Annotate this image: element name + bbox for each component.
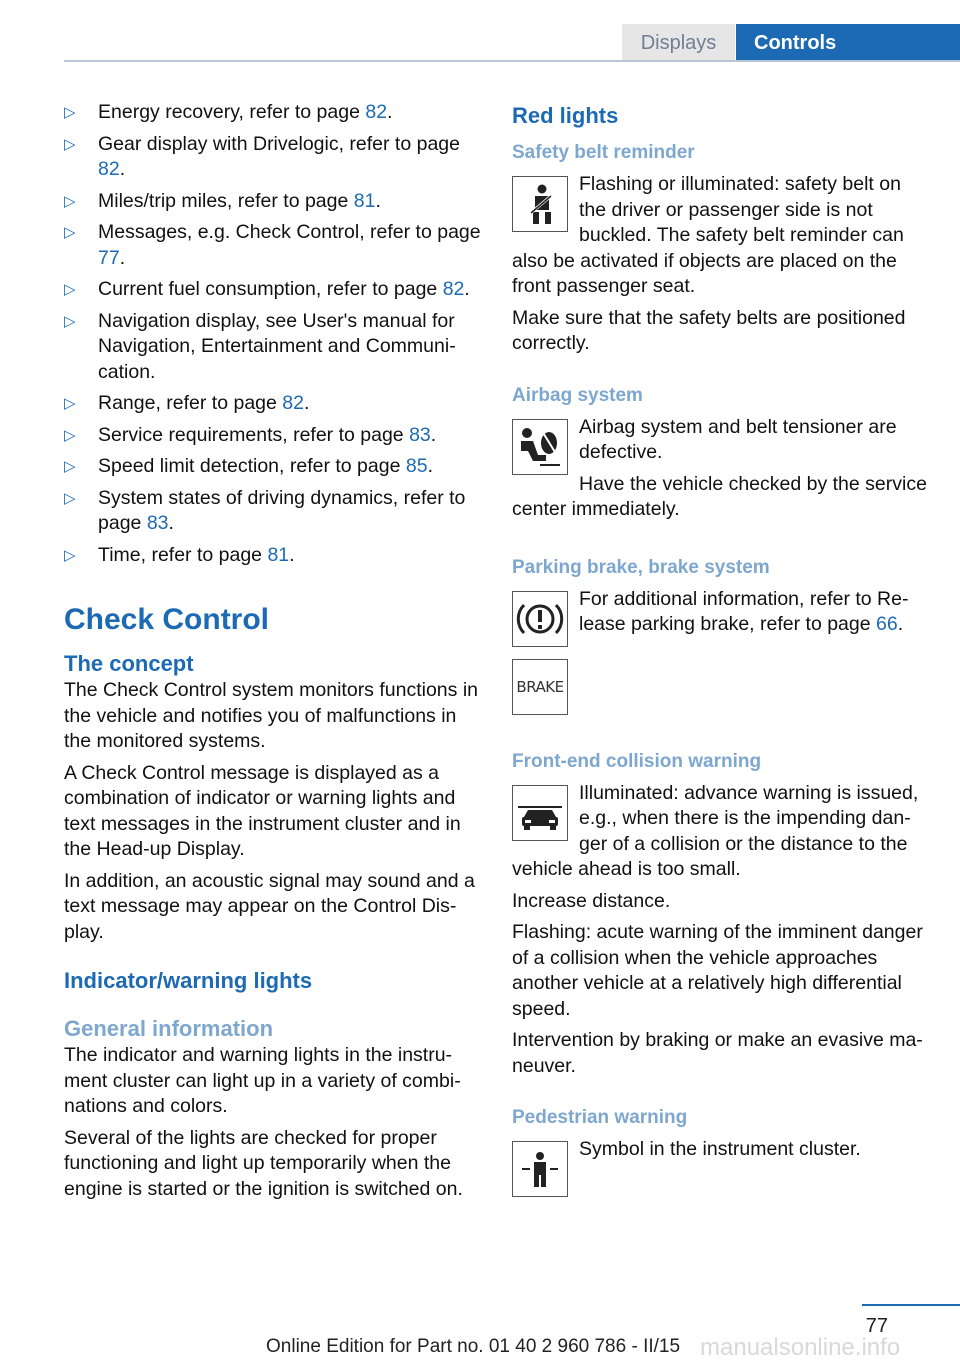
display-item-suffix: .	[119, 158, 126, 180]
page-link[interactable]: 82	[98, 158, 120, 180]
display-item-suffix: .	[427, 455, 433, 477]
bullet-triangle-icon: ▷	[64, 489, 76, 507]
display-item-suffix: .	[430, 423, 437, 446]
display-item	[64, 486, 482, 537]
display-item-text: Miles/trip miles, refer to page	[98, 189, 354, 212]
display-item-text: Range, refer to page	[98, 392, 283, 414]
page-link[interactable]: 82	[365, 101, 388, 123]
parking-brake-suffix: .	[897, 613, 904, 635]
watermark: manualsonline.info	[700, 1334, 901, 1361]
page-link[interactable]: 77	[98, 246, 120, 269]
page-link-66[interactable]: 66	[876, 613, 898, 635]
display-item	[64, 189, 482, 215]
bullet-triangle-icon: ▷	[64, 192, 76, 210]
safety-belt-paragraph-1: Flashing or illuminated: safety belt on the driver or passenger side is not buckled. The safety belt reminder can also be activated if objects are placed on the front passenger seat.	[512, 173, 904, 297]
bullet-triangle-icon: ▷	[64, 104, 76, 121]
left-column	[64, 100, 482, 1208]
display-item	[64, 391, 482, 417]
parking-brake-paragraph	[512, 587, 932, 638]
concept-paragraph-2: A Check Control message is displayed as a combination of indicator or warning lights and text messages in the instrument cluster and in the Head-up Display.	[64, 761, 461, 860]
airbag-icon	[512, 419, 568, 475]
concept-title: The concept	[64, 651, 194, 676]
concept-paragraph-3: In addition, an acoustic signal may sound and a text message may appear on the Control Display.	[64, 869, 475, 943]
concept-paragraph-1: The Check Control system monitors functions in the vehicle and notifies you of malfunctions in the monitored systems.	[64, 679, 478, 752]
footer-rule	[862, 1304, 960, 1306]
display-item	[64, 220, 482, 271]
display-item-text: Time, refer to page	[98, 543, 268, 566]
indicator-lights-title: Indicator/warning lights	[64, 968, 313, 993]
tab-controls: Controls	[736, 24, 960, 62]
display-item-text: Navigation display, see User's manual for Navigation, Entertainment and Communication.	[98, 309, 456, 383]
display-item-text: Current fuel consumption, refer to page	[98, 278, 443, 300]
display-item	[64, 100, 482, 126]
parking-brake-title: Parking brake, brake system	[512, 556, 770, 578]
pedestrian-icon	[512, 1141, 568, 1197]
display-item-text: Energy recovery, refer to page	[98, 101, 366, 123]
brake-text-icon	[512, 659, 568, 715]
page-link[interactable]: 83	[409, 423, 431, 446]
display-item-text: Gear display with Drivelogic, refer to page	[98, 132, 460, 155]
safety-belt-block	[512, 172, 932, 306]
display-item	[64, 309, 482, 386]
general-paragraph-1: The indicator and warning lights in the instrument cluster can light up in a variety of combinations and colors.	[64, 1044, 461, 1117]
display-item	[64, 277, 482, 303]
tab-displays: Displays	[622, 24, 735, 60]
bullet-triangle-icon: ▷	[64, 224, 76, 241]
display-item-suffix: .	[387, 101, 393, 123]
car-ahead-icon	[512, 785, 568, 841]
collision-warning-title: Front-end collision warning	[512, 750, 762, 772]
collision-paragraph-1: Illuminated: advance warning is issued, e.g., when there is the impending danger of a collision or the distance to the vehicle ahead is too small.	[512, 781, 919, 880]
collision-warning-block	[512, 781, 932, 889]
bullet-triangle-icon: ▷	[64, 135, 76, 153]
safety-belt-title: Safety belt reminder	[512, 142, 695, 163]
bullet-triangle-icon: ▷	[64, 395, 76, 412]
display-item-text: Service requirements, refer to page	[98, 423, 410, 446]
pedestrian-warning-title: Pedestrian warning	[512, 1107, 688, 1128]
header-rule	[64, 60, 960, 62]
check-control-title: Check Control	[64, 603, 270, 636]
display-item	[64, 543, 482, 569]
bullet-triangle-icon: ▷	[64, 281, 76, 298]
airbag-paragraph-1: Airbag system and belt tensioner are defective.	[579, 415, 897, 463]
display-item-text: Speed limit detection, refer to page	[98, 455, 406, 477]
brake-icon-label: BRAKE	[516, 677, 564, 696]
display-item-suffix: .	[289, 543, 295, 566]
collision-paragraph-4: Intervention by braking or make an evasive maneuver.	[512, 1029, 923, 1077]
bullet-triangle-icon: ▷	[64, 312, 76, 330]
display-item-suffix: .	[168, 512, 174, 534]
parking-brake-block	[512, 587, 932, 719]
airbag-title: Airbag system	[512, 384, 643, 406]
safety-belt-paragraph-2: Make sure that the safety belts are positioned correctly.	[512, 306, 906, 354]
collision-paragraph-2: Increase distance.	[512, 889, 671, 912]
edition-footer: Online Edition for Part no. 01 40 2 960 786 - II/15	[266, 1336, 681, 1357]
page-number: 77	[865, 1315, 888, 1337]
page-link[interactable]: 81	[267, 543, 290, 566]
page-link[interactable]: 82	[282, 392, 304, 414]
display-item-text: Messages, e.g. Check Control, refer to page	[98, 221, 481, 243]
display-item-suffix: .	[464, 278, 470, 300]
red-lights-title: Red lights	[512, 103, 619, 128]
display-item	[64, 423, 482, 449]
page-link[interactable]: 81	[353, 189, 376, 212]
bullet-triangle-icon: ▷	[64, 426, 76, 444]
display-item	[64, 454, 482, 480]
general-paragraph-2: Several of the lights are checked for proper functioning and light up temporarily when the engine is started or the ignition is switched on.	[64, 1126, 463, 1200]
bullet-triangle-icon: ▷	[64, 458, 76, 475]
page-link[interactable]: 83	[146, 512, 169, 534]
display-item-text: System states of driving dynamics, refer to page	[98, 486, 466, 534]
pedestrian-paragraph: Symbol in the instrument cluster.	[579, 1138, 861, 1160]
airbag-block	[512, 415, 932, 529]
airbag-paragraph-2: Have the vehicle checked by the service center immediately.	[512, 472, 927, 520]
brake-warning-icon	[512, 591, 568, 647]
bullet-triangle-icon: ▷	[64, 546, 76, 564]
display-item	[64, 132, 482, 183]
display-items-list	[64, 100, 482, 568]
parking-brake-text: For additional information, refer to Release parking brake, refer to page	[579, 587, 909, 635]
pedestrian-warning-block	[512, 1137, 932, 1201]
display-item-suffix: .	[304, 392, 310, 414]
page-link[interactable]: 82	[442, 278, 465, 300]
display-item-suffix: .	[119, 246, 126, 269]
collision-paragraph-3: Flashing: acute warning of the imminent danger of a collision when the vehicle approaches another vehicle at a relatively high differential speed.	[512, 921, 923, 1020]
page-link[interactable]: 85	[405, 455, 428, 477]
right-column	[512, 100, 932, 1201]
seatbelt-icon	[512, 176, 568, 232]
display-item-suffix: .	[375, 189, 381, 212]
general-info-title: General information	[64, 1016, 274, 1041]
